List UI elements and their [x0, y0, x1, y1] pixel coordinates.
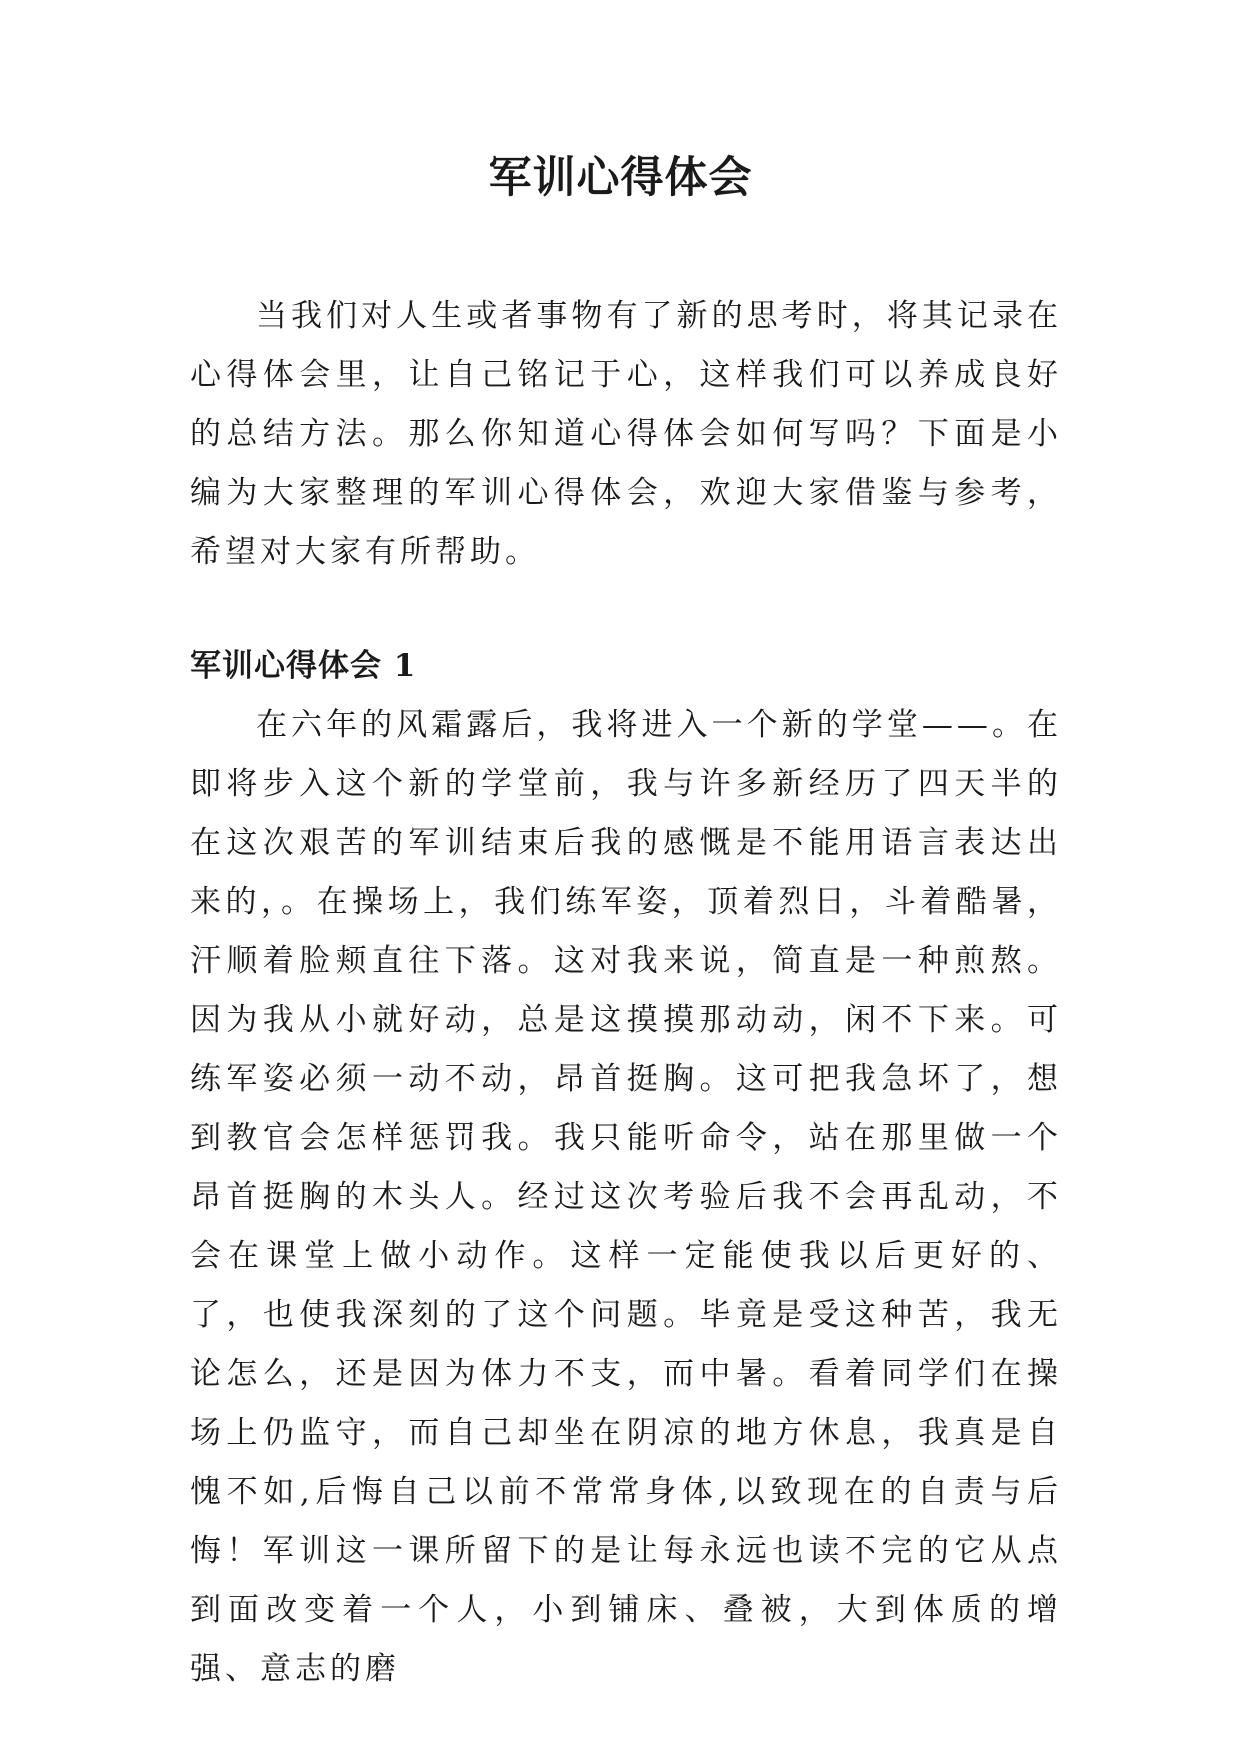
document-title: 军训心得体会 — [488, 153, 753, 203]
section-paragraph: 在六年的风霜露后，我将进入一个新的学堂——。在即将步入这个新的学堂前，我与许多新经历了四天半的在这次艰苦的军训结束后我的感慨是不能用语言表达出来的，。在操场上，我们练军姿，顶着烈日，斗着酷暑，汗顺着脸颊直往下落。这对我来说，简直是一种煎熬。因为我从小就好动，总是这摸摸那动动，闲不下来。可练军姿必须一动不动，昂首挺胸。这可把我急坏了，想到教官会怎样惩罚我。我只能听命令，站在那里做一个昂首挺胸的木头人。经过这次考验后我不会再乱动，不会在课堂上做小动作。这样一定能使我以后更好的、了，也使我深刻的了这个问题。毕竟是受这种苦，我无论怎么，还是因为体力不支，而中暑。看着同学们在操场上仍监守，而自己却坐在阴凉的地方休息，我真是自愧不如,后悔自己以前不常常身体,以致现在的自责与后悔！军训这一课所留下的是让每永远也读不完的它从点到面改变着一个人，小到铺床、叠被，大到体质的增强、意志的磨 — [190, 707, 1062, 1687]
intro-paragraph: 当我们对人生或者事物有了新的思考时，将其记录在心得体会里，让自己铭记于心，这样我们可以养成良好的总结方法。那么你知道心得体会如何写吗？下面是小编为大家整理的军训心得体会，欢迎大家借鉴与参考，希望对大家有所帮助。 — [190, 298, 1062, 570]
section-heading: 军训心得体会 1 — [190, 648, 417, 684]
